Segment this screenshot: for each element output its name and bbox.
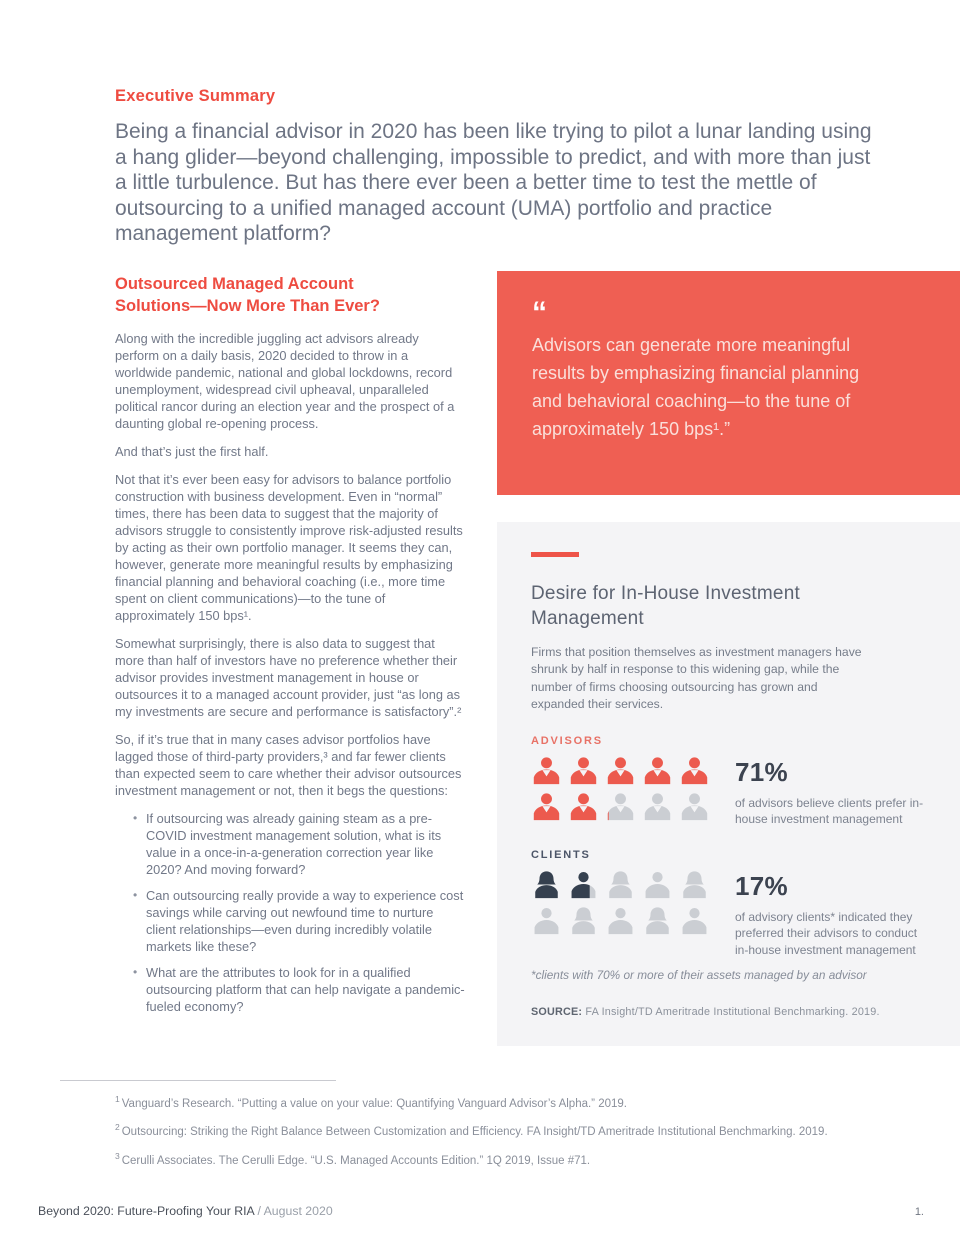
section-kicker: Executive Summary bbox=[115, 87, 276, 105]
footnote-number: 2 bbox=[115, 1122, 120, 1133]
advisors-stat-caption: of advisors believe clients prefer in-house investment management bbox=[735, 795, 924, 826]
person-icon bbox=[642, 756, 673, 785]
body-paragraph: And that’s just the first half. bbox=[115, 443, 269, 459]
person-icon bbox=[605, 906, 636, 935]
person-icon bbox=[679, 792, 710, 821]
person-icon bbox=[642, 792, 673, 821]
accent-dash bbox=[531, 552, 579, 557]
advisors-icon-grid bbox=[531, 756, 721, 828]
article-column bbox=[115, 271, 465, 1047]
footnote-text: Outsourcing: Striking the Right Balance Between Customization and Efficiency. FA Insight/TD Ameritrade Institutional Benchmarking. 2019. bbox=[121, 1126, 828, 1139]
asterisk-note: *clients with 70% or more of their assets managed by an advisor bbox=[531, 968, 867, 982]
footnote bbox=[115, 1147, 905, 1171]
person-icon bbox=[605, 756, 636, 785]
person-icon bbox=[531, 792, 562, 821]
advisors-label: ADVISORS bbox=[531, 734, 603, 747]
clients-stat-section bbox=[531, 849, 926, 959]
clients-stat-caption: of advisory clients* indicated they preferred their advisors to conduct in-house investment management bbox=[735, 909, 918, 957]
body-paragraph: Somewhat surprisingly, there is also data to suggest that more than half of investors have no preference whether their advisor provides investment management in house or outsources it to a managed account provider, just “as long as my investments are secure and performance is satisfactory”.² bbox=[115, 635, 462, 719]
footnote bbox=[115, 1090, 905, 1114]
footnote bbox=[115, 1118, 905, 1142]
footer-date: / August 2020 bbox=[254, 1204, 333, 1218]
clients-label: CLIENTS bbox=[531, 848, 591, 861]
footer-document-title: Beyond 2020: Future-Proofing Your RIA bbox=[38, 1204, 255, 1218]
article-heading: Outsourced Managed Account Solutions—Now More Than Ever? bbox=[115, 274, 380, 315]
pull-quote-box bbox=[497, 271, 960, 495]
person-icon bbox=[679, 906, 710, 935]
quote-mark-icon: “ bbox=[532, 295, 547, 329]
body-paragraph: Not that it’s ever been easy for advisors to balance portfolio construction with business development. Even in “normal” times, there has been data to suggest that the majority of advisors struggle to consistently improve risk-adjusted results by acting as their own portfolio manager. It seems they can, however, generate more meaningful results by emphasizing financial planning and behavioral coaching (i.e., more time spent on client communications)—to the tune of approximately 150 bps¹. bbox=[115, 471, 463, 623]
footnote-divider bbox=[60, 1080, 336, 1081]
executive-summary-intro: Being a financial advisor in 2020 has been like trying to pilot a lunar landing using a hang glider—beyond challenging, impossible to predict, and with more than just a little turbulence. But has there ever been a better time to test the mettle of outsourcing to a unified managed account (UMA) portfolio and practice management platform? bbox=[115, 120, 872, 245]
list-item: • Can outsourcing really provide a way to experience cost savings while carving out newfound time to nurture client relationships—even during incredibly volatile markets like these? bbox=[146, 887, 465, 955]
body-paragraph: Along with the incredible juggling act advisors already perform on a daily basis, 2020 decided to throw in a worldwide pandemic, national and global lockdowns, record unemployment, widespread civil upheaval, unparalleled political rancor during an election year and the prospect of a daunting global re-opening process. bbox=[115, 330, 455, 431]
person-icon bbox=[679, 756, 710, 785]
clients-icon-grid bbox=[531, 870, 721, 959]
source-line bbox=[531, 1006, 926, 1018]
footnote-text: Vanguard’s Research. “Putting a value on your value: Quantifying Vanguard Advisor’s Alpha.” 2019. bbox=[121, 1097, 627, 1110]
infographic-panel bbox=[497, 522, 960, 1047]
person-icon bbox=[568, 870, 599, 899]
source-text: FA Insight/TD Ameritrade Institutional Benchmarking. 2019. bbox=[582, 1006, 880, 1018]
sidebar-column bbox=[497, 271, 960, 1047]
person-icon bbox=[568, 906, 599, 935]
footnote-number: 1 bbox=[115, 1094, 120, 1104]
two-column-layout bbox=[115, 271, 960, 1047]
person-icon bbox=[679, 870, 710, 899]
person-icon bbox=[642, 870, 673, 899]
list-item: • What are the attributes to look for in a qualified outsourcing platform that can help navigate a pandemic-fueled economy? bbox=[146, 964, 465, 1015]
footnotes-section bbox=[115, 1080, 905, 1171]
page-number: 1. bbox=[914, 1206, 924, 1218]
advisors-stat-value: 71% bbox=[735, 756, 788, 787]
infographic-description: Firms that position themselves as investment managers have shrunk by half in response to this widening gap, while the number of firms choosing outsourcing has grown and expanded their services. bbox=[531, 644, 862, 711]
page-footer bbox=[38, 1204, 924, 1218]
person-icon bbox=[605, 870, 636, 899]
advisors-stat-section bbox=[531, 735, 926, 828]
person-icon bbox=[642, 906, 673, 935]
person-icon bbox=[531, 756, 562, 785]
infographic-title: Desire for In-House Investment Management bbox=[531, 582, 800, 629]
body-paragraph: So, if it’s true that in many cases advisor portfolios have lagged those of third-party providers,³ and far fewer clients than expected seem to care whether their advisor outsources investment management or not, then it begs the questions: bbox=[115, 731, 462, 798]
person-icon bbox=[531, 906, 562, 935]
person-icon bbox=[605, 792, 636, 821]
list-item: • If outsourcing was already gaining steam as a pre-COVID investment management solution, what is its value in a once-in-a-generation correction year like 2020? And moving forward? bbox=[146, 810, 465, 878]
pull-quote-text: Advisors can generate more meaningful results by emphasizing financial planning and behavioral coaching—to the tune of approximately 150 bps¹.” bbox=[532, 334, 860, 439]
person-icon bbox=[531, 870, 562, 899]
person-icon bbox=[568, 756, 599, 785]
footnote-number: 3 bbox=[115, 1150, 120, 1161]
source-label: SOURCE: bbox=[531, 1006, 583, 1018]
clients-stat-value: 17% bbox=[735, 870, 788, 901]
footnote-text: Cerulli Associates. The Cerulli Edge. “U.S. Managed Accounts Edition.” 1Q 2019, Issue #71. bbox=[121, 1154, 591, 1167]
person-icon bbox=[568, 792, 599, 821]
question-list bbox=[115, 810, 465, 1015]
